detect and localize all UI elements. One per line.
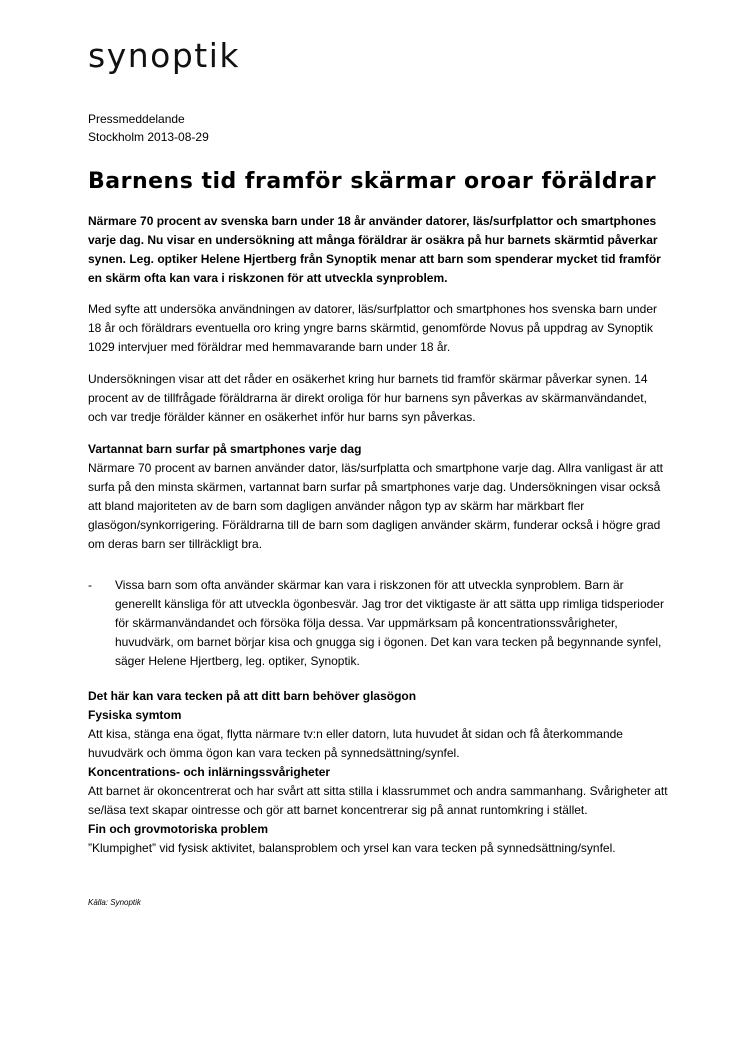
motor-heading: Fin och grovmotoriska problem xyxy=(88,822,269,836)
section-smartphones xyxy=(88,440,668,554)
physical-text: Att kisa, stänga ena ögat, flytta närmare tv:n eller datorn, luta huvudet åt sidan och få återkommande huvudvärk och ömma ögon kan vara tecken på synnedsättning/synfel. xyxy=(88,727,623,760)
document-type: Pressmeddelande xyxy=(88,112,185,126)
source-note: Källa: Synoptik xyxy=(88,898,141,907)
synoptik-logo: synoptik xyxy=(88,36,240,75)
signs-section xyxy=(88,687,668,858)
signs-heading: Det här kan vara tecken på att ditt barn behöver glasögon xyxy=(88,689,417,703)
motor-text: ”Klumpighet” vid fysisk aktivitet, balansproblem och yrsel kan vara tecken på synnedsättning/synfel. xyxy=(88,841,616,855)
physical-heading: Fysiska symtom xyxy=(88,708,182,722)
page-title: Barnens tid framför skärmar oroar föräldrar xyxy=(88,169,657,194)
place-date: Stockholm 2013-08-29 xyxy=(88,130,209,144)
section-heading: Vartannat barn surfar på smartphones varje dag xyxy=(88,442,362,456)
lead-paragraph: Närmare 70 procent av svenska barn under 18 år använder datorer, läs/surfplattor och smartphones varje dag. Nu visar en undersökning att många föräldrar är osäkra på hur barnets skärmtid påverkar synen. Leg. optiker Helene Hjertberg från Synoptik menar att barn som spenderar mycket tid framför en skärm ofta kan vara i riskzonen för att utveckla synproblem. xyxy=(88,214,661,285)
quote-block xyxy=(88,576,668,671)
concentration-text: Att barnet är okoncentrerat och har svårt att sitta stilla i klassrummet och andra sammanhang. Svårigheter att se/läsa text skapar ointresse och gör att barnet koncentrerar sig på annat runtomkring i stället. xyxy=(88,784,668,817)
press-meta xyxy=(88,110,209,146)
paragraph-2: Med syfte att undersöka användningen av datorer, läs/surfplattor och smartphones hos svenska barn under 18 år och föräldrars eventuella oro kring yngre barns skärmtid, genomförde Novus på uppdrag av Synoptik 1029 intervjuer med föräldrar med hemmavarande barn under 18 år. xyxy=(88,302,658,354)
bullet-dash: - xyxy=(88,578,92,592)
quote-text: Vissa barn som ofta använder skärmar kan vara i riskzonen för att utveckla synproblem. Barn är generellt känsliga för att utveckla ögonbesvär. Jag tror det viktigaste är att sätta upp rimliga tidsperioder för skärmanvändandet och försöka följa dessa. Var uppmärksam på koncentrationssvårigheter, huvudvärk, om barnet börjar kisa och gnugga sig i ögonen. Det kan vara tecken på begynnande synfel, säger Helene Hjertberg, leg. optiker, Synoptik. xyxy=(115,578,664,668)
paragraph-3: Undersökningen visar att det råder en osäkerhet kring hur barnets tid framför skärmar påverkar synen. 14 procent av de tillfrågade föräldrarna är direkt oroliga för hur barnens syn påverkas av skärmanvändandet, och var tredje förälder känner en osäkerhet inför hur barns syn påverkas. xyxy=(88,372,648,424)
concentration-heading: Koncentrations- och inlärningssvårigheter xyxy=(88,765,331,779)
section-text: Närmare 70 procent av barnen använder dator, läs/surfplatta och smartphone varje dag. Allra vanligast är att surfa på den minsta skärmen, vartannat barn surfar på smartphones varje dag. Undersökningen visar också att bland majoriteten av de barn som dagligen använder någon typ av skärm har märkbart fler glasögon/synkorrigering. Föräldrarna till de barn som dagligen använder skärm, funderar också i högre grad om deras barn ser tillräckligt bra. xyxy=(88,461,663,551)
